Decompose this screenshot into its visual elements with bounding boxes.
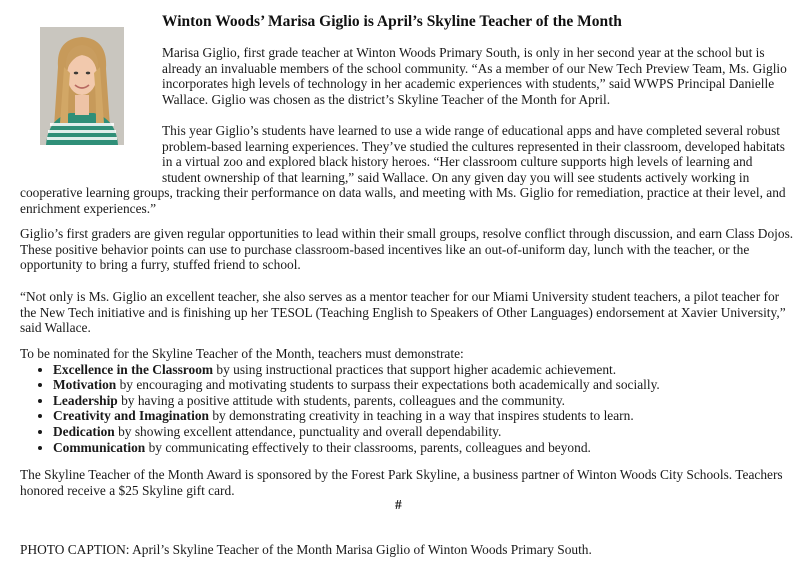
- criteria-item: [53, 377, 794, 393]
- criteria-desc: by having a positive attitude with students, parents, colleagues and the community.: [117, 392, 565, 408]
- criteria-desc: by demonstrating creativity in teaching in a way that inspires students to learn.: [209, 408, 634, 424]
- classroom-paragraph-wrapped: This year Giglio’s students have learned to use a wide range of educational apps and have completed several robust problem-based learning experiences. They’ve studied the cultures represented in their classroom, developed habitats in a virtual zoo and explored black history heroes. “Her classroom culture supports high levels of learning and student ownership of that learning,” said Wallace. On any given day you will see students actively working in: [162, 123, 785, 185]
- classroom-paragraph-continued: cooperative learning groups, tracking their performance on data walls, and meeting with Ms. Giglio for remediation, practice at their level, and enrichment experiences.”: [20, 185, 786, 216]
- criteria-item: [53, 362, 794, 378]
- criteria-desc: by encouraging and motivating students to surpass their expectations both academically and socially.: [116, 377, 660, 393]
- criteria-term: Communication: [53, 439, 146, 455]
- intro-paragraph: Marisa Giglio, first grade teacher at Winton Woods Primary South, is only in her second year at the school but is already an invaluable members of the school community. “As a member of our New Tech Preview Team, Ms. Giglio incorporates high levels of technology in her academic experiences with students,” said WWPS Principal Danielle Wallace. Giglio was chosen as the district’s Skyline Teacher of the Month for April.: [162, 45, 787, 107]
- end-mark: #: [395, 497, 402, 512]
- criteria-item: [53, 408, 794, 424]
- criteria-intro: To be nominated for the Skyline Teacher of the Month, teachers must demonstrate:: [20, 346, 464, 361]
- criteria-list: [20, 362, 794, 456]
- mentor-quote-paragraph: “Not only is Ms. Giglio an excellent teacher, she also serves as a mentor teacher for our Miami University student teachers, a pilot teacher for the New Tech initiative and is finishing up her TESOL (Teaching English to Speakers of Other Languages) endorsement at Xavier University,” said Wallace.: [20, 289, 786, 336]
- criteria-item: [53, 424, 794, 440]
- criteria-term: Leadership: [53, 392, 118, 408]
- criteria-item: [53, 440, 794, 456]
- criteria-desc: by communicating effectively to their classrooms, parents, colleagues and beyond.: [145, 439, 591, 455]
- criteria-term: Excellence in the Classroom: [53, 361, 214, 377]
- criteria-term: Creativity and Imagination: [53, 408, 209, 424]
- criteria-term: Motivation: [53, 377, 117, 393]
- photo-caption: PHOTO CAPTION: April’s Skyline Teacher of the Month Marisa Giglio of Winton Woods Primary South.: [20, 542, 592, 557]
- classroom-paragraph: [20, 123, 794, 217]
- criteria-item: [53, 393, 794, 409]
- leadership-paragraph: Giglio’s first graders are given regular opportunities to lead within their small groups, resolve conflict through discussion, and earn Class Dojos. These positive behavior points can use to purchase classroom-based incentives like an out-of-uniform day, lunch with the teacher, or the opportunity to bring a furry, stuffed friend to school.: [20, 226, 794, 273]
- criteria-term: Dedication: [53, 423, 115, 439]
- criteria-desc: by showing excellent attendance, punctuality and overall dependability.: [114, 423, 502, 439]
- article-headline: Winton Woods’ Marisa Giglio is April’s Skyline Teacher of the Month: [162, 13, 622, 30]
- nomination-criteria: [20, 346, 794, 455]
- criteria-desc: by using instructional practices that support higher academic achievement.: [213, 361, 617, 377]
- sponsor-paragraph: The Skyline Teacher of the Month Award is sponsored by the Forest Park Skyline, a business partner of Winton Woods City Schools. Teachers honored receive a $25 Skyline gift card.: [20, 467, 783, 498]
